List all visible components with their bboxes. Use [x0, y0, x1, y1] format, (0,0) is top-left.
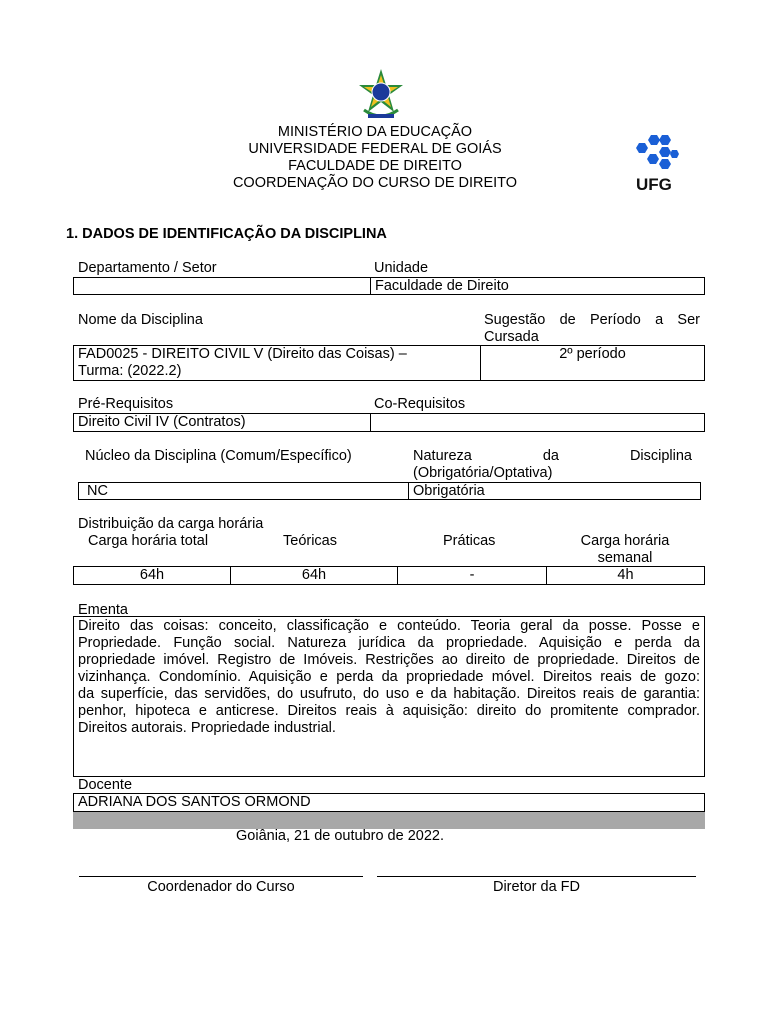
carga-header-praticas: Práticas: [443, 533, 496, 549]
ementa-box: [73, 616, 705, 777]
header-line-faculty: FACULDADE DE DIREITO: [288, 158, 462, 174]
nome-disciplina-row: [73, 345, 705, 381]
natureza-label-line1: Natureza da Disciplina: [413, 448, 692, 464]
ementa-line: Direitos autorais. Propriedade industrial.: [78, 720, 336, 736]
carga-values-row: [73, 566, 705, 585]
ementa-line: da superfície, das servidões, do usufruto, do uso e da habitação. Direitos reais de garantia:: [78, 686, 700, 702]
natureza-value: Obrigatória: [413, 483, 485, 499]
co-requisitos-label: Co-Requisitos: [374, 396, 466, 412]
sugestao-periodo-value: 2º período: [559, 346, 626, 362]
unidade-label: Unidade: [374, 260, 429, 276]
sugestao-periodo-label: [484, 312, 700, 346]
nucleo-value: NC: [87, 483, 108, 499]
departamento-unidade-row: [73, 277, 705, 295]
nome-disciplina-value-line2: Turma: (2022.2): [78, 363, 182, 379]
header-line-ministry: MINISTÉRIO DA EDUCAÇÃO: [277, 124, 473, 140]
departamento-label: Departamento / Setor: [78, 260, 217, 276]
local-data: Goiânia, 21 de outubro de 2022.: [236, 828, 444, 844]
brasao-emblem: [358, 68, 404, 122]
docente-value: ADRIANA DOS SANTOS ORMOND: [78, 794, 311, 810]
carga-praticas-value: -: [469, 567, 475, 583]
natureza-label-line2: (Obrigatória/Optativa): [413, 465, 553, 481]
nucleo-natureza-row: [78, 482, 701, 500]
requisitos-row: [73, 413, 705, 432]
signature-right-label: Diretor da FD: [492, 879, 581, 895]
signature-line-left: [79, 876, 363, 877]
sugestao-periodo-label-line1: Sugestão de Período a Ser: [484, 312, 700, 328]
carga-teoricas-value: 64h: [301, 567, 327, 583]
carga-header-total: Carga horária total: [88, 533, 209, 549]
docente-label: Docente: [78, 777, 133, 793]
ementa-line: Direito das coisas: conceito, classificação e conteúdo. Teoria geral da posse. Posse e: [78, 618, 700, 634]
ementa-line: Propriedade. Função social. Natureza jurídica da propriedade. Aquisição e perda da: [78, 635, 700, 651]
docente-row: [73, 793, 705, 812]
pre-requisitos-value: Direito Civil IV (Contratos): [78, 414, 246, 430]
header-line-coordination: COORDENAÇÃO DO CURSO DE DIREITO: [232, 175, 518, 191]
ementa-line: penhor, hipoteca e anticrese. Direitos reais à aquisição: direito do promitente comprador.: [78, 703, 700, 719]
ementa-line: propriedade imóvel. Registro de Imóveis. Restrições ao direito de propriedade. Direitos de: [78, 652, 700, 668]
pre-requisitos-label: Pré-Requisitos: [78, 396, 174, 412]
carga-total-value: 64h: [139, 567, 165, 583]
nome-disciplina-value-line1: FAD0025 - DIREITO CIVIL V (Direito das Coisas) –: [78, 346, 407, 362]
unidade-value: Faculdade de Direito: [375, 278, 509, 294]
carga-header-semanal: Carga horária semanal: [580, 533, 670, 566]
institution-header: [225, 124, 525, 192]
header-line-university: UNIVERSIDADE FEDERAL DE GOIÁS: [248, 141, 502, 157]
carga-title: Distribuição da carga horária: [78, 516, 264, 532]
signature-left-label: Coordenador do Curso: [147, 879, 295, 895]
carga-header-teoricas: Teóricas: [283, 533, 337, 549]
ementa-line: vizinhança. Condomínio. Aquisição e perda da propriedade móvel. Direitos reais de gozo:: [78, 669, 700, 685]
sugestao-periodo-label-line2: Cursada: [484, 329, 539, 345]
signature-line-right: [377, 876, 696, 877]
ufg-logo-text: UFG: [636, 175, 672, 194]
gray-separator-bar: [73, 812, 705, 829]
natureza-label: [413, 448, 692, 482]
section-title: 1. DADOS DE IDENTIFICAÇÃO DA DISCIPLINA: [66, 226, 387, 242]
ufg-logo: [634, 134, 680, 170]
nome-disciplina-label: Nome da Disciplina: [78, 312, 203, 328]
ementa-label: Ementa: [78, 602, 128, 618]
nucleo-label: Núcleo da Disciplina (Comum/Específico): [85, 448, 352, 464]
carga-semanal-value: 4h: [617, 567, 634, 583]
